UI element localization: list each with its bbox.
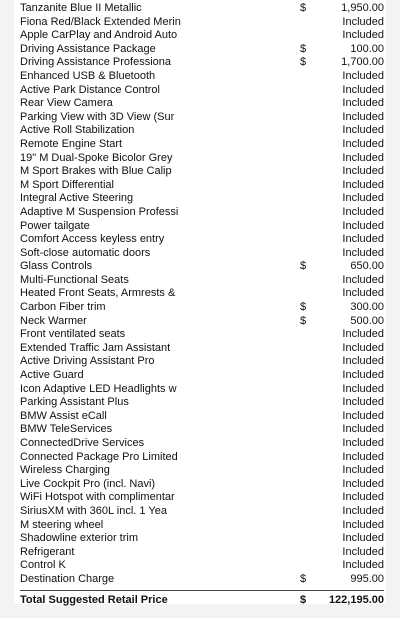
line-item-description: ConnectedDrive Services (20, 437, 145, 449)
line-item-description: Adaptive M Suspension Professi (20, 205, 179, 218)
line-item-amount: Included (342, 178, 384, 191)
line-item-currency: $ (300, 2, 307, 14)
line-item-row (20, 192, 384, 206)
line-item-row (20, 260, 384, 274)
line-item-row (20, 369, 384, 383)
line-item-description: Tanzanite Blue II Metallic (20, 2, 142, 14)
line-item-amount: 300.00 (350, 301, 384, 314)
line-item-amount: Included (342, 273, 384, 286)
line-item-row (20, 56, 384, 70)
line-item-description: Heated Front Seats, Armrests & (20, 287, 176, 300)
line-item-row (20, 165, 384, 179)
line-item-row (20, 220, 384, 234)
line-item-row (20, 491, 384, 505)
line-item-amount: Included (342, 477, 384, 490)
line-item-amount: Included (342, 69, 384, 82)
line-item-row (20, 505, 384, 519)
line-item-description: M Sport Brakes with Blue Calip (20, 165, 172, 178)
line-item-description: M steering wheel (20, 518, 104, 531)
line-item-description: Live Cockpit Pro (incl. Navi) (20, 477, 156, 490)
line-item-row (20, 573, 384, 587)
line-item-amount: Included (342, 165, 384, 178)
line-item-description: Integral Active Steering (20, 192, 134, 205)
line-item-amount: Included (342, 369, 384, 382)
line-item-row (20, 383, 384, 397)
line-item-amount: Included (342, 409, 384, 422)
line-item-description: Active Roll Stabilization (20, 124, 135, 137)
line-item-description: Control K (20, 559, 66, 572)
line-item-amount: 995.00 (350, 572, 384, 585)
line-item-row (20, 2, 384, 16)
line-item-description: Neck Warmer (20, 314, 87, 327)
line-item-description: Enhanced USB & Bluetooth (20, 69, 156, 82)
line-item-amount: 1,700.00 (341, 56, 384, 69)
total-amount: 122,195.00 (328, 594, 384, 606)
line-item-row (20, 328, 384, 342)
line-item-row (20, 464, 384, 478)
line-item-currency: $ (300, 260, 307, 273)
line-item-amount: Included (342, 205, 384, 218)
line-item-row (20, 124, 384, 138)
line-item-description: Shadowline exterior trim (20, 532, 138, 545)
line-item-row (20, 559, 384, 573)
line-item-description: Active Driving Assistant Pro (20, 355, 155, 368)
line-item-currency: $ (300, 56, 307, 69)
total-label: Total Suggested Retail Price (20, 594, 168, 606)
line-item-amount: Included (342, 246, 384, 259)
line-item-description: Comfort Access keyless entry (20, 233, 165, 246)
line-item-amount: Included (342, 83, 384, 96)
line-item-description: Multi-Functional Seats (20, 273, 129, 286)
line-item-row (20, 519, 384, 533)
line-item-amount: Included (342, 29, 384, 42)
line-item-row (20, 152, 384, 166)
line-item-description: BMW TeleServices (20, 423, 113, 436)
line-item-row (20, 423, 384, 437)
line-item-row (20, 16, 384, 30)
line-item-description: Soft-close automatic doors (20, 246, 151, 259)
line-item-amount: Included (342, 137, 384, 150)
line-item-description: WiFi Hotspot with complimentar (20, 491, 175, 504)
line-item-amount: Included (342, 518, 384, 531)
line-item-amount: Included (342, 491, 384, 504)
line-item-description: SiriusXM with 360L incl. 1 Yea (20, 504, 167, 517)
line-item-amount: Included (342, 341, 384, 354)
line-item-description: Wireless Charging (20, 464, 110, 477)
line-item-amount: Included (342, 464, 384, 477)
line-item-currency: $ (300, 42, 307, 55)
line-item-description: M Sport Differential (20, 178, 114, 191)
line-item-amount: 100.00 (350, 42, 384, 55)
line-item-description: Power tailgate (20, 219, 90, 232)
line-item-row (20, 29, 384, 43)
line-item-row (20, 451, 384, 465)
line-item-description: Carbon Fiber trim (20, 301, 106, 314)
line-item-row (20, 111, 384, 125)
line-item-description: Front ventilated seats (20, 328, 126, 341)
line-item-amount: Included (342, 437, 384, 449)
line-item-amount: Included (342, 423, 384, 436)
line-item-description: Connected Package Pro Limited (20, 450, 178, 463)
line-item-row (20, 233, 384, 247)
line-item-row (20, 179, 384, 193)
total-divider (20, 590, 384, 591)
line-item-amount: Included (342, 97, 384, 110)
line-item-amount: Included (342, 15, 384, 28)
line-item-description: Active Park Distance Control (20, 83, 160, 96)
line-item-description: Apple CarPlay and Android Auto (20, 29, 178, 42)
line-item-currency: $ (300, 314, 307, 327)
line-item-row (20, 287, 384, 301)
line-item-row (20, 274, 384, 288)
line-item-description: Driving Assistance Package (20, 42, 156, 55)
line-item-description: Destination Charge (20, 572, 115, 585)
line-items-list (20, 2, 384, 587)
line-item-row (20, 97, 384, 111)
line-item-row (20, 355, 384, 369)
line-item-description: Active Guard (20, 369, 84, 382)
line-item-row (20, 478, 384, 492)
line-item-amount: Included (342, 504, 384, 517)
total-currency: $ (300, 594, 307, 606)
line-item-description: Fiona Red/Black Extended Merin (20, 15, 181, 28)
line-item-row (20, 532, 384, 546)
line-item-amount: Included (342, 532, 384, 545)
line-item-currency: $ (300, 301, 307, 314)
line-item-amount: Included (342, 355, 384, 368)
line-item-row (20, 410, 384, 424)
line-item-amount: Included (342, 233, 384, 246)
line-item-description: Parking View with 3D View (Sur (20, 110, 175, 123)
line-item-amount: Included (342, 219, 384, 232)
line-item-description: Extended Traffic Jam Assistant (20, 341, 171, 354)
line-item-amount: Included (342, 328, 384, 341)
line-item-amount: Included (342, 192, 384, 205)
line-item-amount: Included (342, 450, 384, 463)
line-item-description: BMW Assist eCall (20, 409, 107, 422)
price-sheet (14, 0, 386, 604)
line-item-description: Parking Assistant Plus (20, 396, 129, 409)
line-item-currency: $ (300, 572, 307, 585)
line-item-amount: 650.00 (350, 260, 384, 273)
line-item-amount: Included (342, 287, 384, 300)
line-item-row (20, 206, 384, 220)
line-item-row (20, 437, 384, 451)
line-item-amount: Included (342, 110, 384, 123)
line-item-description: Refrigerant (20, 545, 75, 558)
line-item-amount: 1,950.00 (341, 2, 384, 14)
line-item-row (20, 315, 384, 329)
line-item-amount: Included (342, 545, 384, 558)
line-item-row (20, 301, 384, 315)
line-item-description: Glass Controls (20, 260, 93, 273)
line-item-amount: 500.00 (350, 314, 384, 327)
line-item-amount: Included (342, 382, 384, 395)
line-item-amount: Included (342, 124, 384, 137)
line-item-description: Rear View Camera (20, 97, 113, 110)
line-item-row (20, 84, 384, 98)
line-item-amount: Included (342, 151, 384, 164)
total-row (20, 593, 384, 607)
line-item-row (20, 342, 384, 356)
line-item-description: Remote Engine Start (20, 137, 123, 150)
line-item-description: Icon Adaptive LED Headlights w (20, 382, 177, 395)
line-item-description: Driving Assistance Professiona (20, 56, 172, 69)
line-item-amount: Included (342, 559, 384, 572)
line-item-row (20, 247, 384, 261)
line-item-amount: Included (342, 396, 384, 409)
line-item-row (20, 70, 384, 84)
line-item-row (20, 138, 384, 152)
line-item-row (20, 396, 384, 410)
line-item-description: 19" M Dual-Spoke Bicolor Grey (20, 151, 173, 164)
line-item-row (20, 43, 384, 57)
line-item-row (20, 546, 384, 560)
